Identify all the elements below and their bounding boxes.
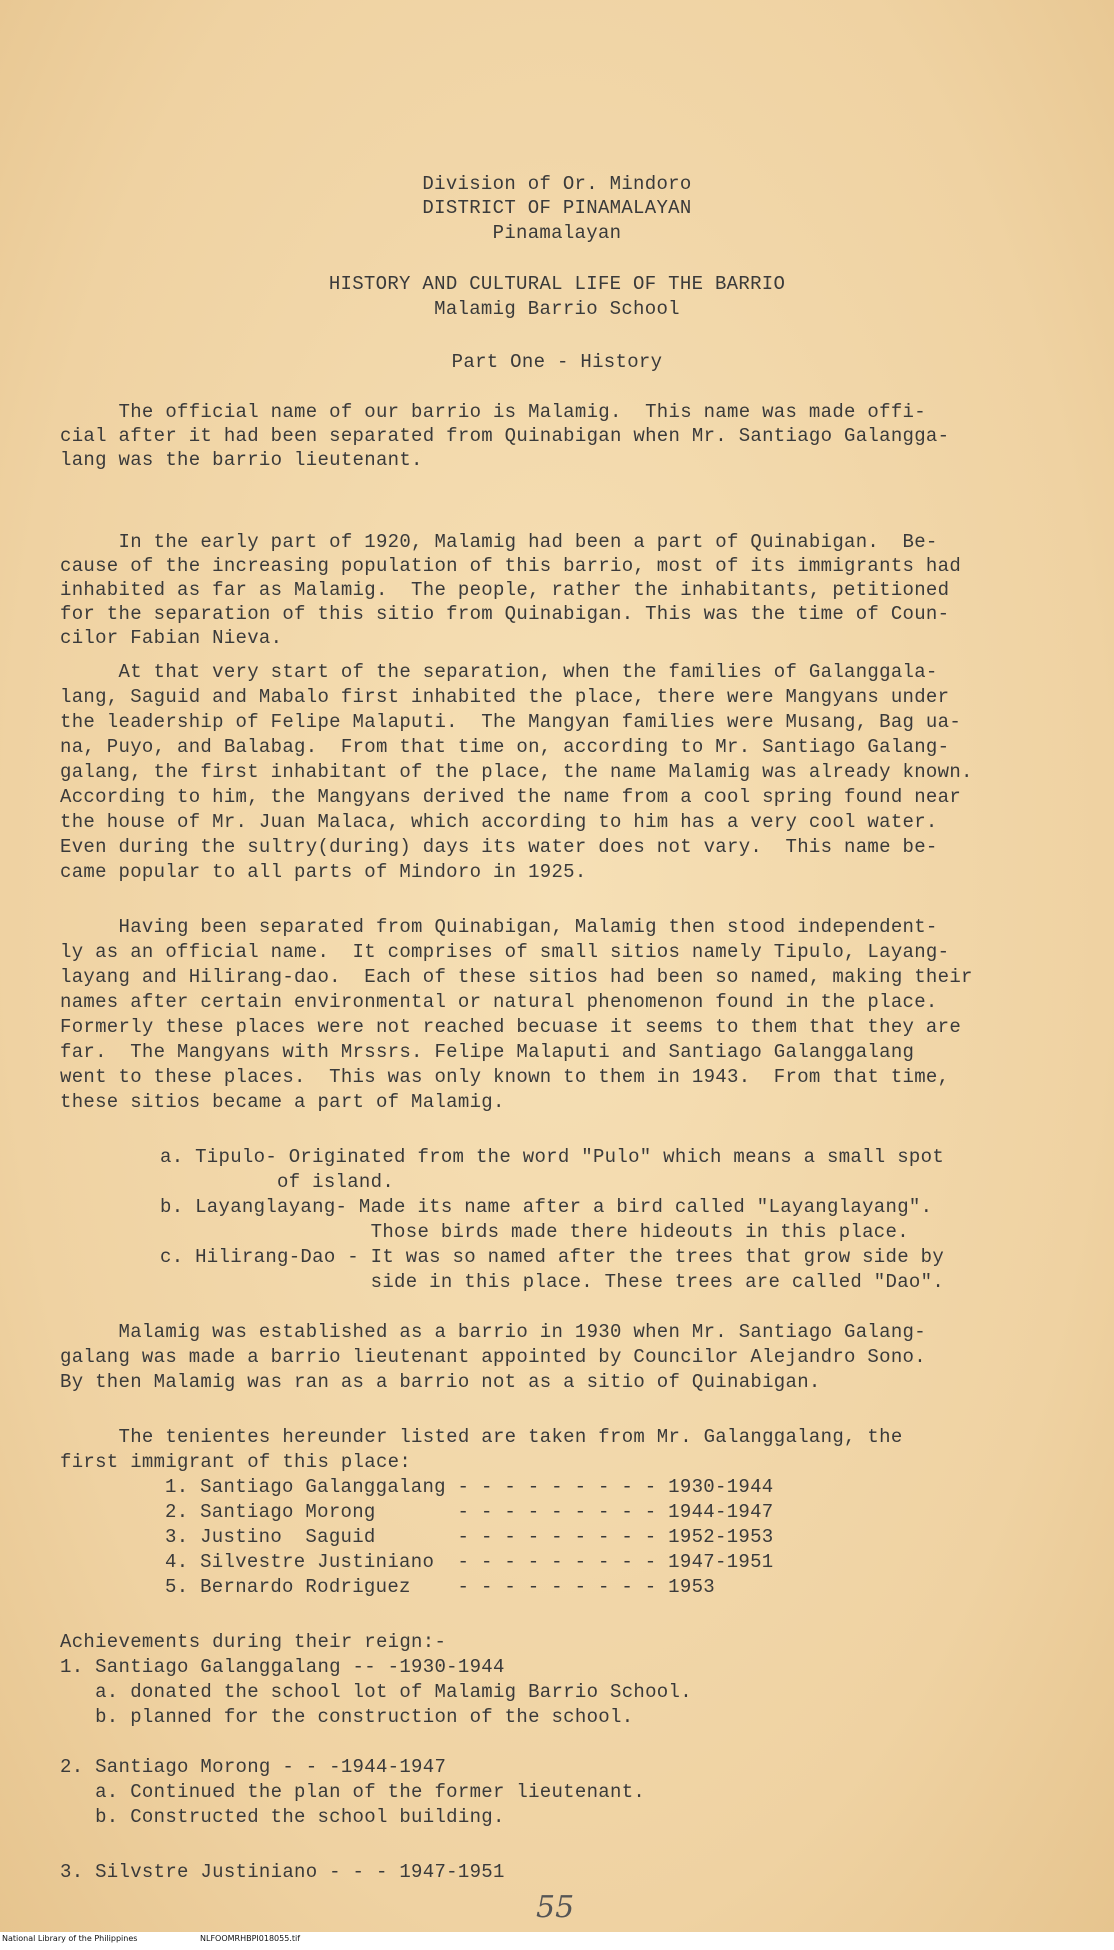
paragraph-line: far. The Mangyans with Mrssrs. Felipe Malaputi and Santiago Galanggalang <box>60 1041 915 1063</box>
paragraph-line: According to him, the Mangyans derived the name from a cool spring found near <box>60 786 962 808</box>
paragraph-line: The official name of our barrio is Malamig. This name was made offi- <box>60 401 926 423</box>
achievement-subitem: b. planned for the construction of the school. <box>60 1706 634 1728</box>
paragraph-line: The tenientes hereunder listed are taken from Mr. Galanggalang, the <box>60 1426 903 1448</box>
sitio-item-continued: of island. <box>160 1171 395 1193</box>
document-title: HISTORY AND CULTURAL LIFE OF THE BARRIO <box>328 273 786 295</box>
sitio-item: a. Tipulo- Originated from the word "Pulo" which means a small spot <box>160 1146 945 1168</box>
sitio-item-continued: side in this place. These trees are called "Dao". <box>160 1271 945 1293</box>
paragraph-line: came popular to all parts of Mindoro in 1925. <box>60 861 587 883</box>
paragraph-line: the house of Mr. Juan Malaca, which according to him has a very cool water. <box>60 811 938 833</box>
achievement-item: 3. Silvstre Justiniano - - - 1947-1951 <box>60 1861 505 1883</box>
achievement-subitem: b. Constructed the school building. <box>60 1806 505 1828</box>
paragraph-line: Having been separated from Quinabigan, Malamig then stood independent- <box>60 916 938 938</box>
teniente-row: 4. Silvestre Justiniano - - - - - - - - - 1947-1951 <box>165 1551 774 1573</box>
part-heading: Part One - History <box>451 351 663 373</box>
paragraph-line: the leadership of Felipe Malaputi. The Mangyan families were Musang, Bag ua- <box>60 711 962 733</box>
division-line: Division of Or. Mindoro <box>422 173 692 195</box>
achievement-subitem: a. Continued the plan of the former lieutenant. <box>60 1781 646 1803</box>
achievement-item: 2. Santiago Morong - - -1944-1947 <box>60 1756 447 1778</box>
achievement-subitem: a. donated the school lot of Malamig Barrio School. <box>60 1681 692 1703</box>
paragraph-line: na, Puyo, and Balabag. From that time on, according to Mr. Santiago Galang- <box>60 736 950 758</box>
sitio-item: c. Hilirang-Dao - It was so named after the trees that grow side by <box>160 1246 945 1268</box>
paragraph-line: galang, the first inhabitant of the place, the name Malamig was already known. <box>60 761 973 783</box>
handwritten-page-number: 55 <box>536 1890 575 1925</box>
teniente-row: 3. Justino Saguid - - - - - - - - - 1952-1953 <box>165 1526 774 1548</box>
achievements-heading: Achievements during their reign:- <box>60 1631 447 1653</box>
paragraph-line: these sitios became a part of Malamig. <box>60 1091 505 1113</box>
paragraph-line: cilor Fabian Nieva. <box>60 627 283 649</box>
district-line: DISTRICT OF PINAMALAYAN <box>422 197 692 219</box>
teniente-row: 2. Santiago Morong - - - - - - - - - 1944-1947 <box>165 1501 774 1523</box>
paragraph-line: At that very start of the separation, when the families of Galanggala- <box>60 661 938 683</box>
paragraph-line: layang and Hilirang-dao. Each of these sitios had been so named, making their <box>60 966 973 988</box>
paragraph-line: Formerly these places were not reached becuase it seems to them that they are <box>60 1016 962 1038</box>
footer-file-name: NLFOOMRHBPI018055.tif <box>200 1934 301 1943</box>
town-line: Pinamalayan <box>492 222 622 244</box>
paragraph-line: went to these places. This was only known to them in 1943. From that time, <box>60 1066 950 1088</box>
footer-library-name: National Library of the Philippines <box>2 1934 138 1943</box>
paragraph-line: names after certain environmental or natural phenomenon found in the place. <box>60 991 938 1013</box>
paragraph-line: In the early part of 1920, Malamig had been a part of Quinabigan. Be- <box>60 531 938 553</box>
paragraph-line: Malamig was established as a barrio in 1930 when Mr. Santiago Galang- <box>60 1321 926 1343</box>
paragraph-line: cause of the increasing population of this barrio, most of its immigrants had <box>60 555 962 577</box>
paragraph-line: for the separation of this sitio from Quinabigan. This was the time of Coun- <box>60 603 950 625</box>
paragraph-line: inhabited as far as Malamig. The people, rather the inhabitants, petitioned <box>60 579 950 601</box>
achievement-item: 1. Santiago Galanggalang -- -1930-1944 <box>60 1656 505 1678</box>
sitio-item-continued: Those birds made there hideouts in this place. <box>160 1221 909 1243</box>
paragraph-line: first immigrant of this place: <box>60 1451 412 1473</box>
paragraph-line: cial after it had been separated from Quinabigan when Mr. Santiago Galangga- <box>60 425 950 447</box>
paragraph-line: ly as an official name. It comprises of small sitios namely Tipulo, Layang- <box>60 941 950 963</box>
sitio-item: b. Layanglayang- Made its name after a bird called "Layanglayang". <box>160 1196 933 1218</box>
paragraph-line: galang was made a barrio lieutenant appointed by Councilor Alejandro Sono. <box>60 1346 926 1368</box>
paragraph-line: lang was the barrio lieutenant. <box>60 449 423 471</box>
teniente-row: 1. Santiago Galanggalang - - - - - - - - - 1930-1944 <box>165 1476 774 1498</box>
teniente-row: 5. Bernardo Rodriguez - - - - - - - - - 1953 <box>165 1576 715 1598</box>
paragraph-line: By then Malamig was ran as a barrio not as a sitio of Quinabigan. <box>60 1371 821 1393</box>
school-name: Malamig Barrio School <box>434 298 680 320</box>
paragraph-line: lang, Saguid and Mabalo first inhabited the place, there were Mangyans under <box>60 686 950 708</box>
footer-bar <box>0 1932 1114 1950</box>
paragraph-line: Even during the sultry(during) days its water does not vary. This name be- <box>60 836 938 858</box>
